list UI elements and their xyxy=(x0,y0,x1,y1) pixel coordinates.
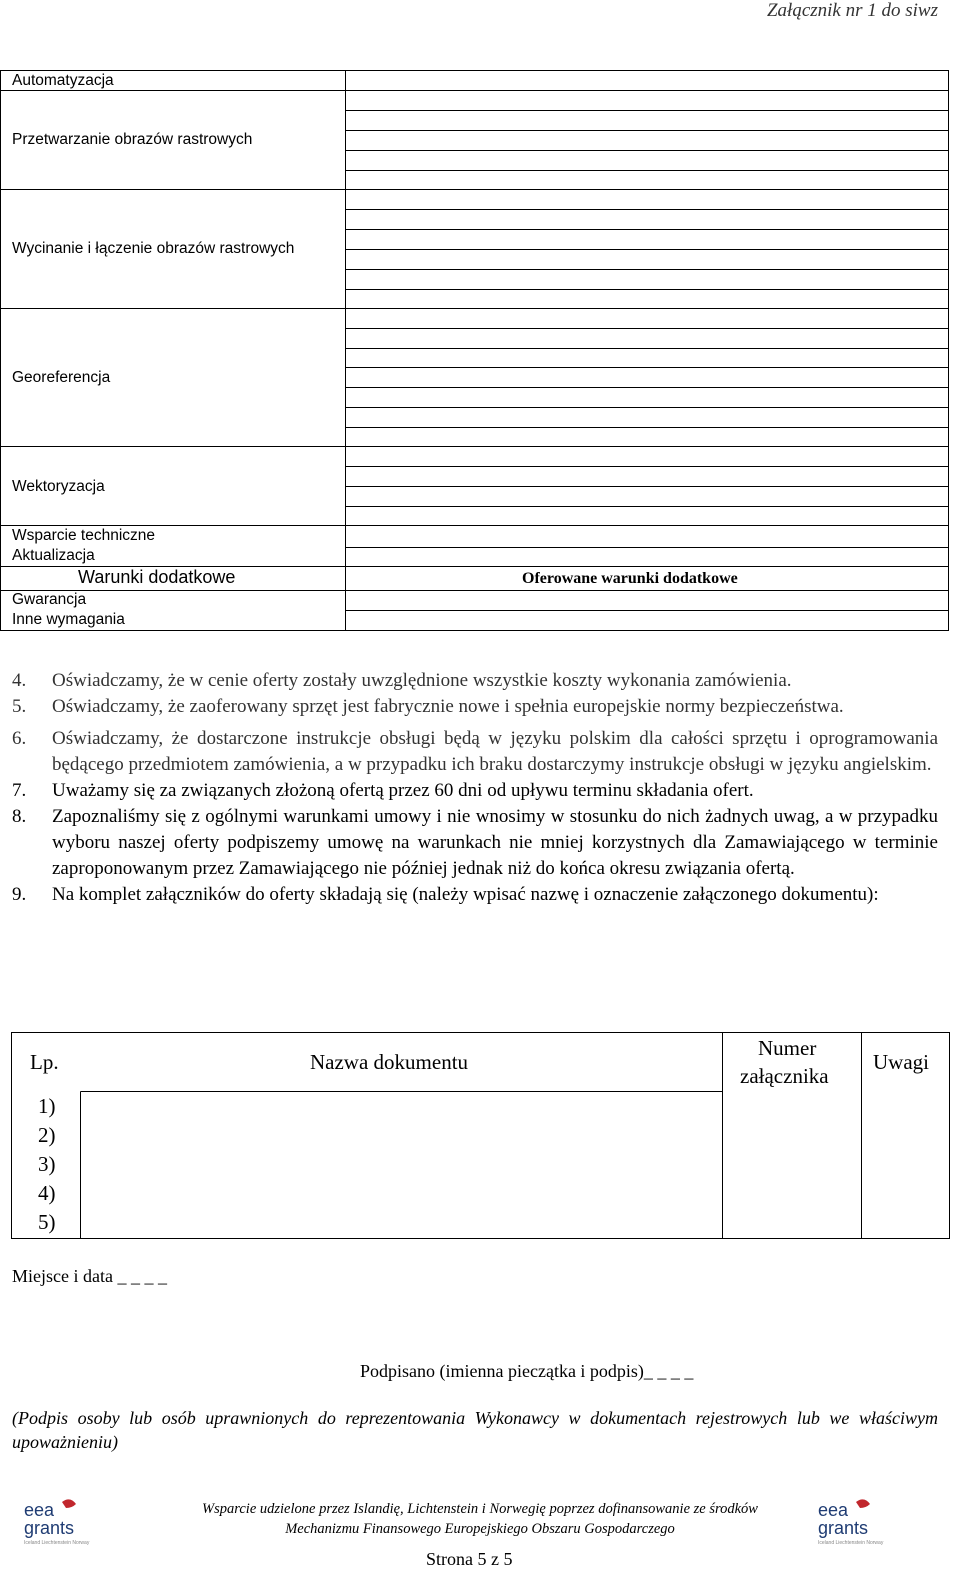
svg-text:eea: eea xyxy=(818,1500,849,1520)
place-and-date: Miejsce i data _ _ _ _ xyxy=(12,1266,167,1286)
attachments-header-number-2: załącznika xyxy=(740,1064,829,1088)
row-label-inne: Inne wymagania xyxy=(12,611,125,628)
declaration-9 xyxy=(12,882,938,908)
svg-text:Iceland Liechtenstein Norway: Iceland Liechtenstein Norway xyxy=(818,1540,884,1546)
declaration-5 xyxy=(12,694,938,720)
page-number: Strona 5 z 5 xyxy=(426,1549,513,1569)
svg-text:grants: grants xyxy=(24,1518,75,1538)
declaration-6 xyxy=(12,726,938,778)
funding-note-line-1: Wsparcie udzielone przez Islandię, Lichtenstein i Norwegię poprzez dofinansowanie ze środków xyxy=(202,1501,758,1517)
attachments-header-notes: Uwagi xyxy=(873,1050,929,1074)
declaration-8 xyxy=(12,804,938,882)
declaration-number: 7. xyxy=(12,780,27,801)
declaration-number: 8. xyxy=(12,806,27,827)
funding-note xyxy=(140,1499,820,1539)
row-label-gwarancja: Gwarancja xyxy=(12,591,87,608)
row-label-georeferencja: Georeferencja xyxy=(12,369,111,386)
svg-text:Iceland Liechtenstein Norway: Iceland Liechtenstein Norway xyxy=(24,1540,90,1546)
declaration-4 xyxy=(12,668,938,694)
declaration-number: 5. xyxy=(12,696,27,717)
section-title-oferowane: Oferowane warunki dodatkowe xyxy=(522,570,738,587)
declaration-text: Uważamy się za związanych złożoną ofertą przez 60 dni od upływu terminu składania ofert. xyxy=(52,780,754,801)
attachments-header-lp: Lp. xyxy=(30,1050,59,1074)
declaration-number: 9. xyxy=(12,884,27,905)
declaration-text: Zapoznaliśmy się z ogólnymi warunkami umowy i nie wnosimy w stosunku do nich żadnych uwag, a w przypadku wyboru naszej oferty podpiszemy umowę na warunkach nie mniej korzystnych dla Zamawiającego w terminie zaproponowanym przez Zamawiającego nie później jednak niż do końca okresu związania ofertą. xyxy=(52,806,938,879)
declaration-text: Oświadczamy, że w cenie oferty zostały uwzględnione wszystkie koszty wykonania zamówienia. xyxy=(52,670,792,691)
declaration-text: Oświadczamy, że zaoferowany sprzęt jest fabrycznie nowe i spełnia europejskie normy bezpieczeństwa. xyxy=(52,696,844,717)
row-label-wsparcie: Wsparcie techniczne xyxy=(12,527,156,544)
funding-note-line-2: Mechanizmu Finansowego Europejskiego Obszaru Gospodarczego xyxy=(285,1521,675,1537)
attachments-header-name: Nazwa dokumentu xyxy=(310,1050,469,1074)
attachment-row-4: 4) xyxy=(38,1181,56,1205)
row-label-wektoryzacja: Wektoryzacja xyxy=(12,478,105,495)
row-label-przetwarzanie: Przetwarzanie obrazów rastrowych xyxy=(12,131,253,148)
declaration-number: 4. xyxy=(12,670,27,691)
signature-line: Podpisano (imienna pieczątka i podpis)_ _ _ _ xyxy=(360,1361,694,1381)
attachment-row-5: 5) xyxy=(38,1210,56,1234)
declaration-text: Na komplet załączników do oferty składają się (należy wpisać nazwę i oznaczenie załączonego dokumentu): xyxy=(52,884,879,905)
declaration-7 xyxy=(12,778,938,804)
document-header: Załącznik nr 1 do siwz xyxy=(766,0,938,21)
eea-grants-logo-right xyxy=(816,1496,898,1546)
section-title-warunki: Warunki dodatkowe xyxy=(78,567,236,587)
eea-grants-logo-left xyxy=(22,1496,104,1546)
declaration-number: 6. xyxy=(12,728,27,749)
signature-footnote: (Podpis osoby lub osób uprawnionych do reprezentowania Wykonawcy w dokumentach rejestrowych lub we właściwym upoważnieniu) xyxy=(12,1408,938,1452)
declarations-list xyxy=(12,668,938,908)
attachments-header-number: Numer xyxy=(758,1036,817,1060)
svg-text:eea: eea xyxy=(24,1500,55,1520)
row-label-aktualizacja: Aktualizacja xyxy=(12,547,95,564)
svg-text:grants: grants xyxy=(818,1518,869,1538)
row-label-automatyzacja: Automatyzacja xyxy=(12,72,114,89)
declaration-text: Oświadczamy, że dostarczone instrukcje obsługi będą w języku polskim dla całości sprzętu i oprogramowania będącego przedmiotem zamówienia, a w przypadku ich braku dostarczymy instrukcje obsługi w języku angielskim. xyxy=(52,728,938,775)
attachment-row-2: 2) xyxy=(38,1123,56,1147)
attachment-row-1: 1) xyxy=(38,1094,56,1118)
attachment-row-3: 3) xyxy=(38,1152,56,1176)
row-label-wycinanie: Wycinanie i łączenie obrazów rastrowych xyxy=(12,240,295,257)
